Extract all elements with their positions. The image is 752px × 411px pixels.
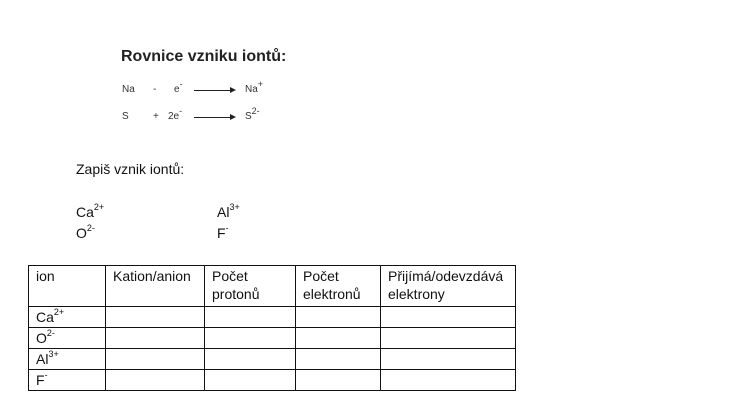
answer-cell[interactable]	[296, 328, 381, 349]
answer-cell[interactable]	[205, 307, 296, 328]
eq1-operator: -	[153, 84, 157, 95]
task-prompt: Zapiš vznik iontů:	[76, 161, 185, 177]
answer-cell[interactable]	[205, 370, 296, 391]
table-row	[29, 328, 516, 349]
task-ion-al: $Al^{3+}$	[217, 202, 240, 220]
answer-cell[interactable]	[106, 307, 205, 328]
eq1-reactant: Na	[122, 84, 135, 95]
ion-cell: $O^{2-}$	[29, 328, 106, 349]
answer-cell[interactable]	[296, 349, 381, 370]
task-ion-f: F-	[217, 223, 229, 241]
header-electrons: Počet elektronů	[296, 266, 381, 307]
table-row	[29, 307, 516, 328]
task-ion-o: $O^{2-}$	[76, 223, 95, 241]
ion-cell: F-	[29, 370, 106, 391]
task-ion-ca: $Ca^{2+}$	[76, 202, 105, 220]
header-kation-anion: Kation/anion	[106, 266, 205, 307]
header-protons: Počet protonů	[205, 266, 296, 307]
equations-title: Rovnice vzniku iontů:	[121, 48, 287, 65]
table-row	[29, 370, 516, 391]
answer-cell[interactable]	[381, 349, 516, 370]
answer-cell[interactable]	[205, 328, 296, 349]
header-accept-donate: Přijímá/odevzdává elektrony	[381, 266, 516, 307]
ion-cell: $Ca^{2+}$	[29, 307, 106, 328]
eq2-operator: +	[153, 111, 159, 122]
eq2-reactant: S	[122, 111, 129, 122]
answer-cell[interactable]	[381, 307, 516, 328]
answer-cell[interactable]	[106, 349, 205, 370]
eq1-arrow-icon	[194, 90, 234, 91]
answer-cell[interactable]	[106, 328, 205, 349]
answer-cell[interactable]	[296, 370, 381, 391]
answer-cell[interactable]	[296, 307, 381, 328]
header-ion: ion	[29, 266, 106, 307]
answer-cell[interactable]	[381, 328, 516, 349]
table-header-row	[29, 266, 516, 307]
answer-cell[interactable]	[381, 370, 516, 391]
answer-cell[interactable]	[106, 370, 205, 391]
eq1-product: Na+	[245, 78, 264, 95]
ion-cell: $Al^{3+}$	[29, 349, 106, 370]
eq2-arrow-icon	[194, 117, 234, 118]
table-row	[29, 349, 516, 370]
eq2-product: $S^{2-}$	[245, 105, 260, 122]
answer-cell[interactable]	[205, 349, 296, 370]
ion-table	[28, 265, 516, 391]
eq1-electrons: e-	[174, 78, 183, 95]
eq2-electrons: 2e-	[168, 105, 183, 122]
